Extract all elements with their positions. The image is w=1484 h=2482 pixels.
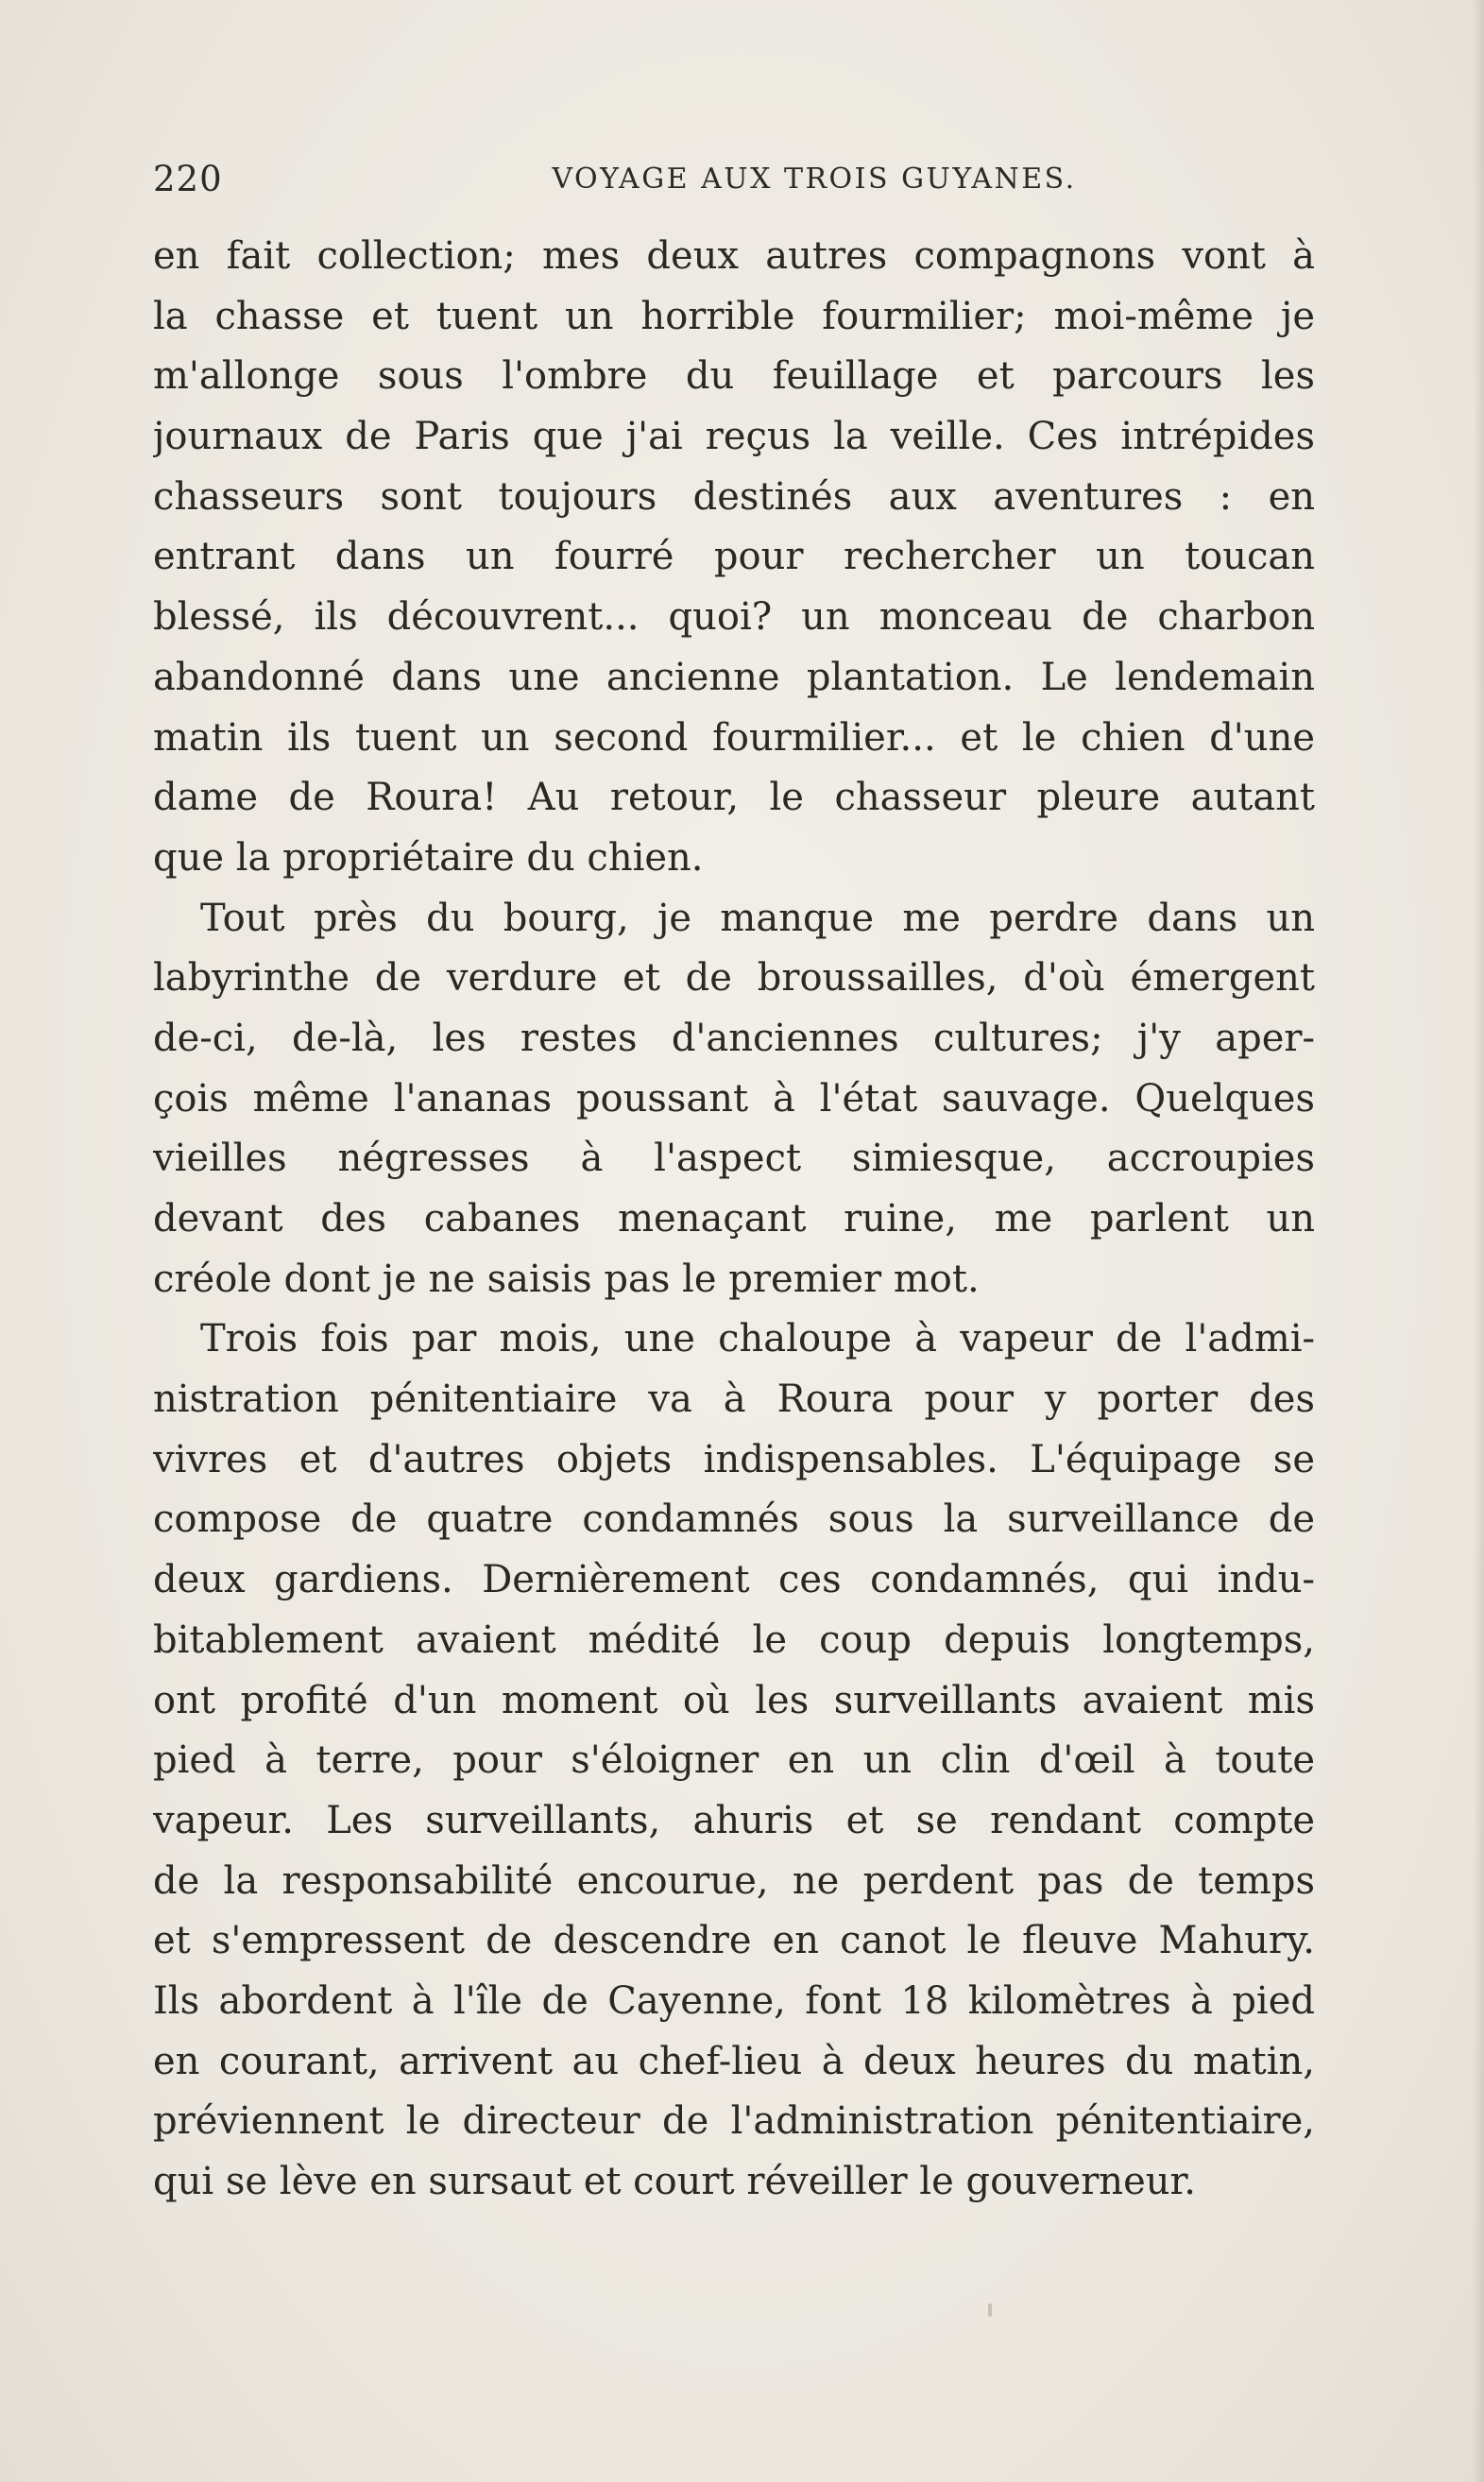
text-line: chasseurs sont toujours destinés aux aventures : en (153, 474, 1315, 519)
text-line: matin ils tuent un second fourmilier... et le chien d'une (153, 715, 1315, 760)
text-line: pied à terre, pour s'éloigner en un clin d'œil à toute (153, 1738, 1315, 1783)
paragraph (153, 889, 1315, 1310)
text-line: Tout près du bourg, je manque me perdre dans un (200, 896, 1315, 940)
text-line: ont profité d'un moment où les surveillants avaient mis (153, 1678, 1315, 1722)
text-line: m'allonge sous l'ombre du feuillage et parcours les (153, 354, 1315, 399)
text-line: blessé, ils découvrent... quoi? un monceau de charbon (153, 595, 1315, 640)
text-line: vivres et d'autres objets indispensables. L'équipage se (153, 1437, 1315, 1481)
text-line: abandonné dans une ancienne plantation. Le lendemain (153, 655, 1315, 699)
text-line: labyrinthe de verdure et de broussailles, d'où émergent (153, 956, 1315, 1001)
text-line: devant des cabanes menaçant ruine, me parlent un (153, 1197, 1315, 1241)
text-line: bitablement avaient médité le coup depuis longtemps, (153, 1618, 1315, 1662)
text-line: la chasse et tuent un horrible fourmilier; moi-même je (153, 294, 1315, 338)
paragraph (153, 227, 1315, 889)
body-text (153, 227, 1315, 2213)
paper-speck (988, 2303, 992, 2317)
text-line: de-ci, de-là, les restes d'anciennes cultures; j'y aper- (153, 1016, 1315, 1060)
text-line: nistration pénitentiaire va à Roura pour y porter des (153, 1378, 1315, 1422)
text-line: et s'empressent de descendre en canot le fleuve Mahury. (153, 1919, 1315, 1963)
text-line: Trois fois par mois, une chaloupe à vapeur de l'admi- (200, 1317, 1315, 1361)
text-line: de la responsabilité encourue, ne perdent pas de temps (153, 1858, 1315, 1903)
text-line: en courant, arrivent au chef-lieu à deux heures du matin, (153, 2039, 1315, 2083)
text-line: créole dont je ne saisis pas le premier mot. (153, 1257, 980, 1301)
text-line: préviennent le directeur de l'administration pénitentiaire, (153, 2099, 1315, 2144)
text-line: vapeur. Les surveillants, ahuris et se rendant compte (153, 1798, 1315, 1842)
text-line: dame de Roura! Au retour, le chasseur pleure autant (153, 776, 1315, 820)
page-edge-shadow (1473, 0, 1484, 2482)
text-line: Ils abordent à l'île de Cayenne, font 18 kilomètres à pied (153, 1978, 1315, 2023)
text-line: journaux de Paris que j'ai reçus la veille. Ces intrépides (153, 415, 1315, 459)
text-line: compose de quatre condamnés sous la surveillance de (153, 1498, 1315, 1542)
text-line: en fait collection; mes deux autres compagnons vont à (153, 234, 1315, 278)
running-title: VOYAGE AUX TROIS GUYANES. (552, 163, 1077, 196)
text-line: vieilles négresses à l'aspect simiesque, accroupies (153, 1137, 1315, 1181)
text-line: entrant dans un fourré pour rechercher un toucan (153, 535, 1315, 579)
text-line: deux gardiens. Dernièrement ces condamnés, qui indu- (153, 1558, 1315, 1602)
paragraph (153, 1309, 1315, 2212)
text-line: que la propriétaire du chien. (153, 835, 704, 880)
running-header (153, 159, 1315, 206)
text-line: çois même l'ananas poussant à l'état sauvage. Quelques (153, 1076, 1315, 1121)
page-number: 220 (153, 159, 223, 199)
text-line: qui se lève en sursaut et court réveiller le gouverneur. (153, 2160, 1196, 2203)
